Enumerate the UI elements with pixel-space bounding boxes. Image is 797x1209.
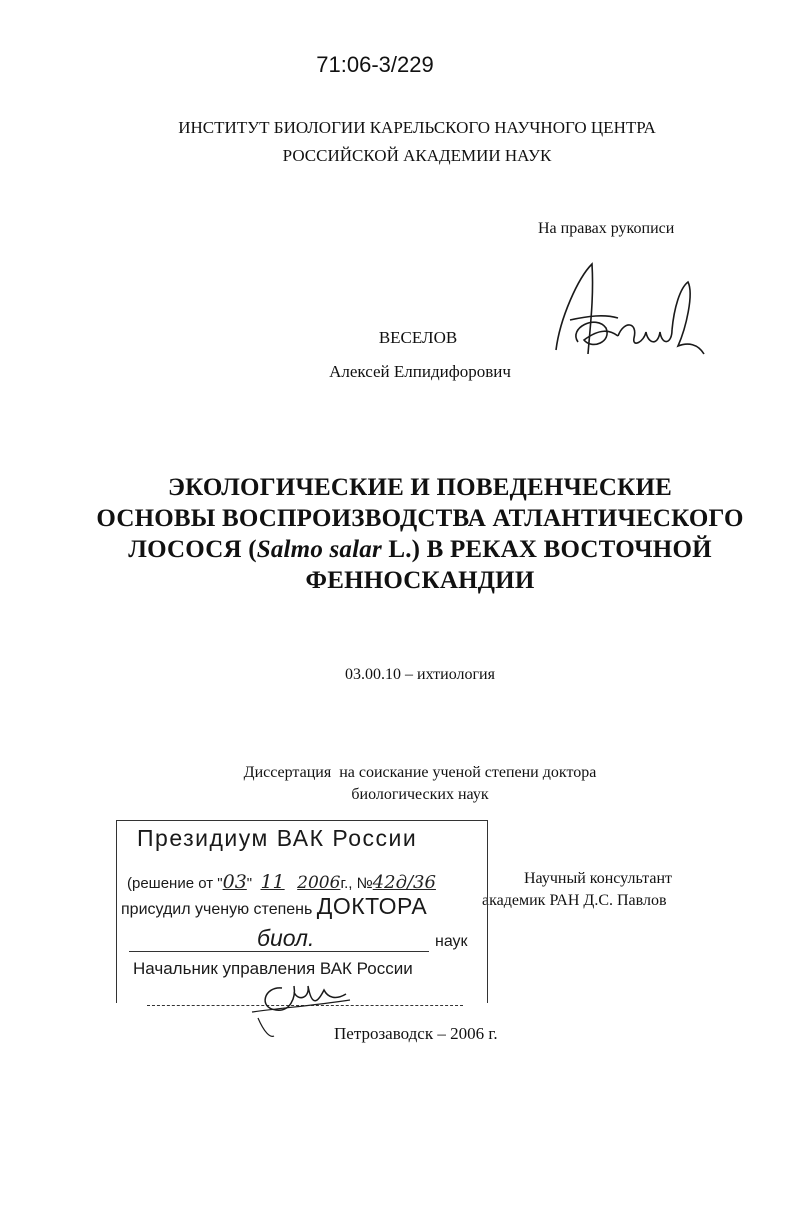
title-line-3-suffix: L.) В РЕКАХ ВОСТОЧНОЙ [381,536,712,563]
manuscript-rights: На правах рукописи [538,220,675,237]
stamp-field-suffix: наук [435,933,468,950]
title-latin-species: Salmo salar [256,536,382,563]
stamp-decision-day: 03 [222,871,247,893]
stamp-title: Президиум ВАК России [137,825,418,851]
stamp-field-handwritten: биол. [257,925,315,951]
author-signature [548,258,708,370]
stamp-decision-prefix: (решение от " [127,875,223,892]
institute-line-1: ИНСТИТУТ БИОЛОГИИ КАРЕЛЬСКОГО НАУЧНОГО ЦЕНТРА [178,118,656,137]
stamp-field-underline [129,951,429,952]
consultant-label: Научный консультант [524,870,672,887]
city-year: Петрозаводск – 2006 г. [334,1024,498,1043]
author-surname: ВЕСЕЛОВ [378,328,458,347]
stamp-head-title: Начальник управления ВАК России [133,959,413,978]
stamp-awarded-degree: ДОКТОРА [316,893,428,919]
title-line-3-prefix: ЛОСОСЯ ( [128,536,257,563]
institute-line-2: РОССИЙСКОЙ АКАДЕМИИ НАУК [282,146,552,165]
stamp-decision-quote: " [246,875,253,892]
stamp-decision-year: 2006 [297,873,341,893]
title-line-3 [0,536,797,564]
stamp-awarded-line [121,893,427,920]
title-line-1: ЭКОЛОГИЧЕСКИЕ И ПОВЕДЕНЧЕСКИЕ [167,474,673,501]
dissertation-line-1: Диссертация на соискание ученой степени доктора [243,764,597,781]
stamp-decision-month: 11 [260,871,285,893]
specialty-code: 03.00.10 – ихтиология [345,666,495,683]
stamp-awarded-prefix: присудил ученую степень [121,901,313,918]
stamp-decision-line [127,871,436,893]
stamp-decision-year-suffix: г., № [340,875,373,892]
consultant-name: академик РАН Д.С. Павлов [482,892,667,909]
title-line-4: ФЕННОСКАНДИИ [305,567,535,594]
stamp-decision-number: 42д/36 [372,872,436,893]
dissertation-line-2: биологических наук [351,786,489,803]
registration-code: 71:06-3/229 [316,52,434,77]
author-name: Алексей Елпидифорович [329,362,511,381]
title-line-2: ОСНОВЫ ВОСПРОИЗВОДСТВА АТЛАНТИЧЕСКОГО [96,505,744,532]
